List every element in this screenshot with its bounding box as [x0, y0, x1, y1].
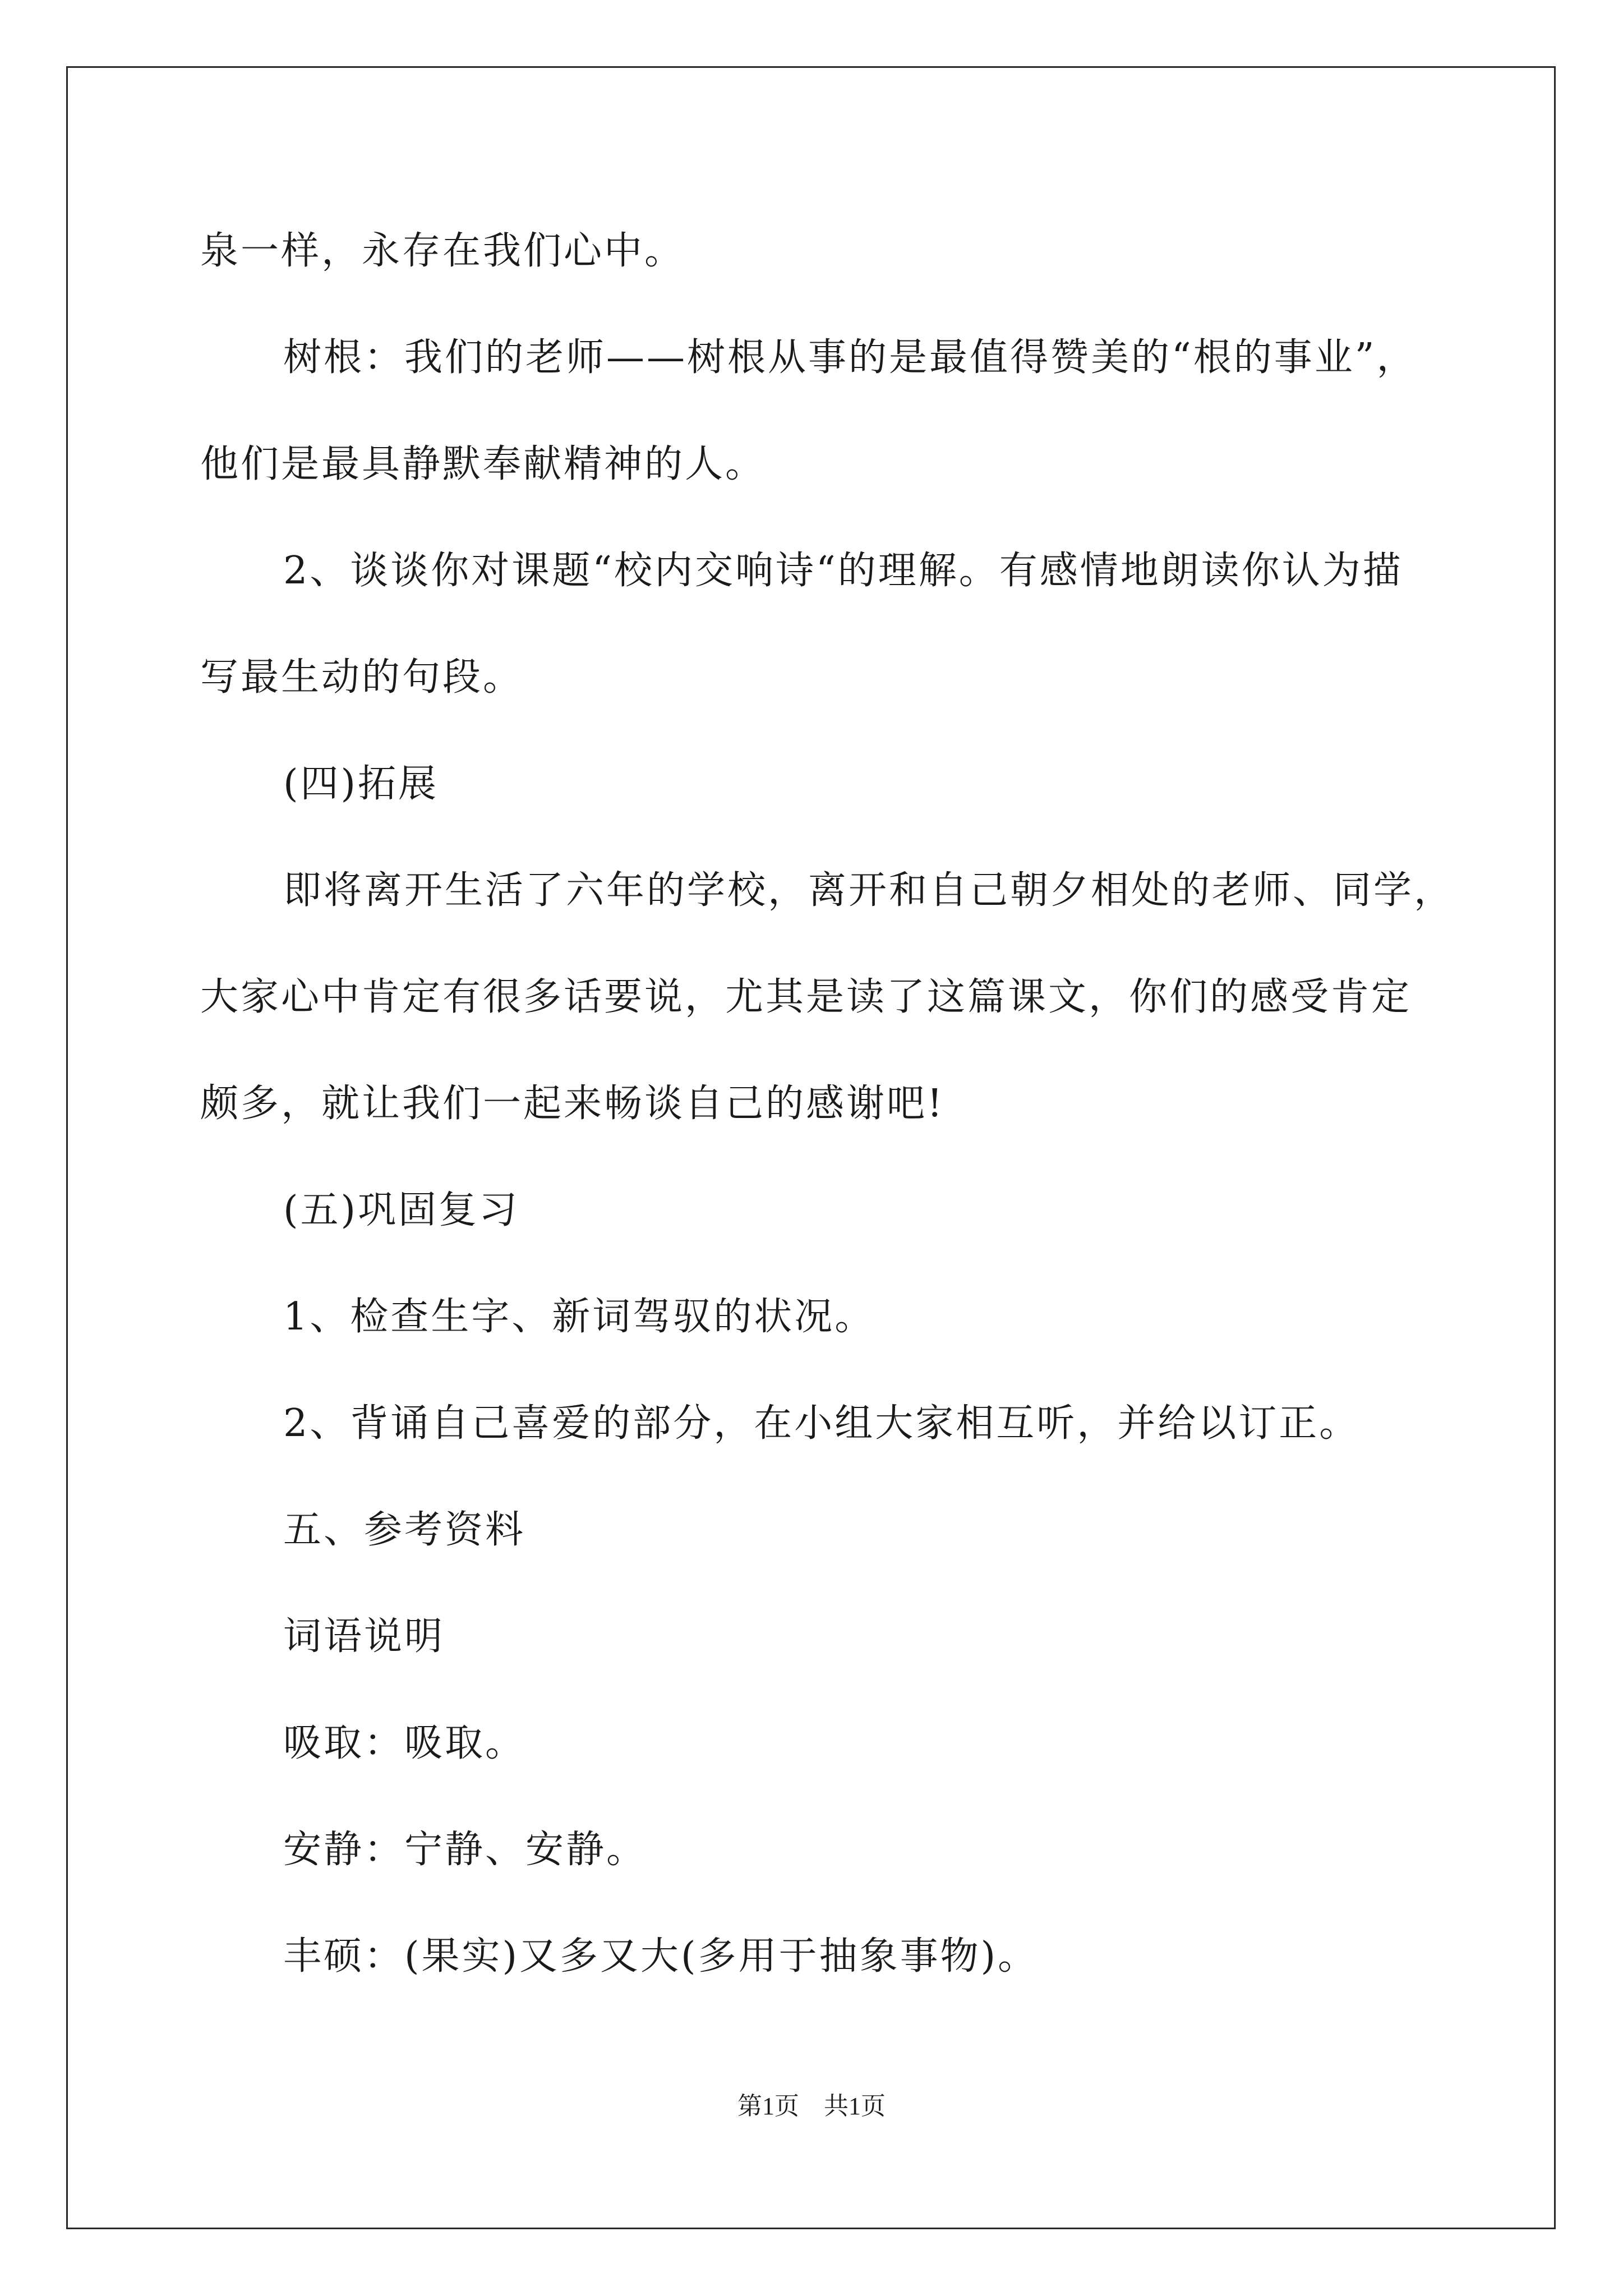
text-line: 词语说明 — [283, 1614, 445, 1659]
text-line: 丰硕：(果实)又多又大(多用于抽象事物)。 — [283, 1934, 1039, 1978]
section-heading: (四)拓展 — [283, 762, 439, 806]
text-line: 他们是最具静默奉献精神的人。 — [200, 442, 766, 486]
section-heading: 五、参考资料 — [283, 1508, 526, 1552]
text-line: 1、检查生字、新词驾驭的状况。 — [283, 1295, 875, 1339]
text-line: 颇多，就让我们一起来畅谈自己的感谢吧! — [200, 1082, 945, 1126]
section-heading: (五)巩固复习 — [283, 1188, 520, 1232]
page-footer: 第1页 共1页 — [737, 2092, 886, 2120]
text-line: 安静：宁静、安静。 — [283, 1828, 647, 1872]
text-line: 写最生动的句段。 — [200, 655, 524, 700]
text-line: 吸取：吸取。 — [283, 1721, 526, 1765]
text-line: 泉一样，永存在我们心中。 — [200, 229, 685, 273]
text-line: 2、背诵自己喜爱的部分，在小组大家相互听，并给以订正。 — [283, 1401, 1360, 1446]
page-border — [66, 66, 1556, 2229]
text-line: 即将离开生活了六年的学校，离开和自己朝夕相处的老师、同学， — [283, 868, 1455, 913]
text-line: 2、谈谈你对课题“校内交响诗“的理解。有感情地朗读你认为描 — [283, 549, 1403, 593]
text-line: 树根：我们的老师——树根从事的是最值得赞美的“根的事业”， — [283, 335, 1417, 380]
text-line: 大家心中肯定有很多话要说，尤其是读了这篇课文，你们的感受肯定 — [200, 975, 1412, 1019]
